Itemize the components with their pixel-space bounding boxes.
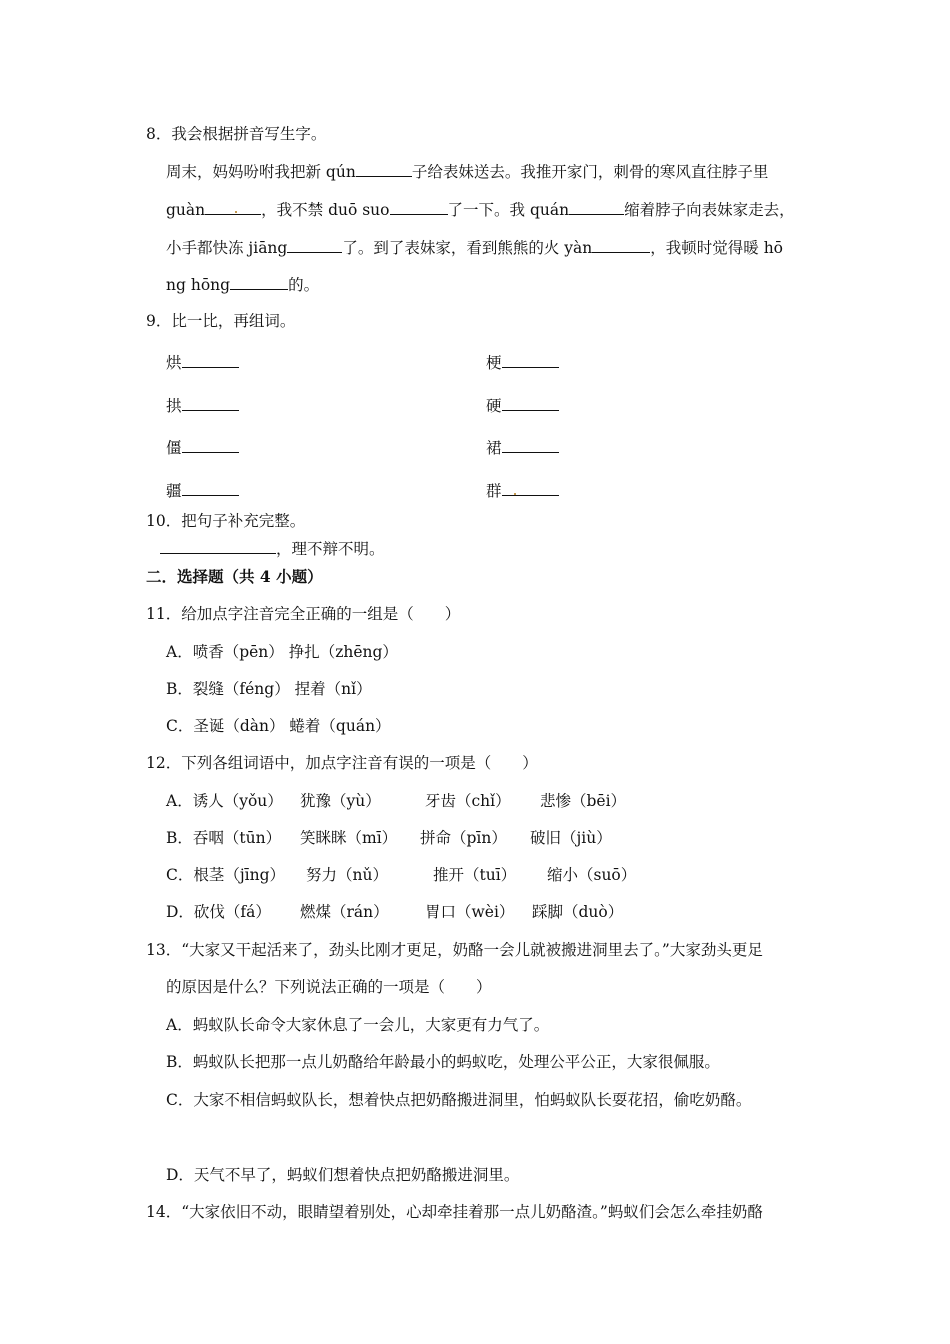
- q8-text: 的。: [288, 276, 320, 294]
- q9-blank[interactable]: [502, 352, 559, 368]
- q9-char: 硬: [486, 397, 502, 415]
- q8-text: 缩着脖子向表妹家走去，: [624, 201, 795, 219]
- q9-title: 9．比一比，再组词。: [146, 312, 296, 330]
- q8-title: 8．我会根据拼音写生字。: [146, 125, 327, 143]
- q12-c-word: 缩小（suō）: [547, 866, 637, 884]
- section2-title: 二．选择题（共 4 小题）: [146, 567, 323, 586]
- q12-a-word: 牙齿（chǐ）: [425, 792, 511, 810]
- q8-line3: [166, 237, 783, 258]
- q9-blank[interactable]: [502, 437, 559, 453]
- q12-d-word: 胃口（wèi）: [425, 903, 515, 921]
- q12-a-word: 悲惨（bēi）: [540, 792, 627, 810]
- q8-text: ，我不禁 duō suo: [261, 201, 390, 219]
- dot-mark: [235, 211, 237, 213]
- q12-b-word: 破旧（jiù）: [530, 829, 612, 847]
- q13-option-d[interactable]: D．天气不早了，蚂蚁们想着快点把奶酪搬进洞里。: [166, 1166, 520, 1184]
- q10-tail: ，理不辩不明。: [276, 540, 385, 558]
- q12-c-word: C．根茎（jīng）: [166, 866, 286, 884]
- q8-line2: [166, 199, 795, 220]
- q8-blank-quan[interactable]: [569, 199, 624, 215]
- dot-mark: [514, 493, 516, 495]
- q9-char: 梗: [486, 354, 502, 372]
- q14-stem-line1: 14．“大家依旧不动，眼睛望着别处，心却牵挂着那一点儿奶酪渣。”蚂蚁们会怎么牵挂奶酪: [146, 1203, 763, 1221]
- q8-blank-honghong[interactable]: [230, 274, 288, 290]
- q9-item: [486, 395, 559, 416]
- q11-stem: 11．给加点字注音完全正确的一组是（ ）: [146, 605, 461, 623]
- q10-line: [160, 538, 385, 559]
- q8-blank-jiang[interactable]: [287, 237, 342, 253]
- q9-blank[interactable]: [182, 352, 239, 368]
- q8-text: guàn: [166, 201, 206, 219]
- q12-b-word: B．吞咽（tūn）: [166, 829, 282, 847]
- q12-a-word: 犹豫（yù）: [300, 792, 381, 810]
- q12-b-word: 拼命（pīn）: [420, 829, 507, 847]
- q13-option-c[interactable]: C．大家不相信蚂蚁队长，想着快点把奶酪搬进洞里，怕蚂蚁队长耍花招，偷吃奶酪。: [166, 1091, 752, 1109]
- q9-blank[interactable]: [502, 480, 559, 496]
- q12-d-word: 燃煤（rán）: [300, 903, 389, 921]
- q12-c-word: 努力（nǔ）: [306, 866, 388, 884]
- q11-option-a[interactable]: A．喷香（pēn） 挣扎（zhēng）: [166, 643, 398, 661]
- q13-stem-line2: 的原因是什么？下列说法正确的一项是（ ）: [166, 978, 492, 996]
- q9-char: 裙: [486, 439, 502, 457]
- q9-item: [486, 480, 559, 501]
- q9-char: 疆: [166, 482, 182, 500]
- q9-blank[interactable]: [182, 437, 239, 453]
- q9-char: 烘: [166, 354, 182, 372]
- q12-stem: 12．下列各组词语中，加点字注音有误的一项是（ ）: [146, 754, 538, 772]
- q9-char: 群: [486, 482, 502, 500]
- q12-a-word: A．诱人（yǒu）: [166, 792, 283, 810]
- q9-item: [166, 437, 239, 458]
- q8-blank-guan[interactable]: [205, 199, 261, 215]
- q12-c-word: 推开（tuī）: [433, 866, 517, 884]
- q9-item: [166, 352, 239, 373]
- q8-text: 周末，妈妈吩咐我把新 qún: [166, 163, 356, 181]
- q8-text: 小手都快冻 jiāng: [166, 239, 288, 257]
- q8-blank-duosuo[interactable]: [390, 199, 448, 215]
- q9-blank[interactable]: [502, 395, 559, 411]
- q8-line1: [166, 161, 768, 182]
- q8-blank-qun[interactable]: [356, 161, 412, 177]
- q8-text: 子给表妹送去。我推开家门，刺骨的寒风直往脖子里: [411, 163, 769, 181]
- q12-d-word: 踩脚（duò）: [532, 903, 624, 921]
- q8-text: 了。到了表妹家，看到熊熊的火 yàn: [342, 239, 593, 257]
- q13-stem-line1: 13．“大家又干起活来了，劲头比刚才更足，奶酪一会儿就被搬进洞里去了。”大家劲头更足: [146, 941, 763, 959]
- q9-char: 拱: [166, 397, 182, 415]
- q10-title: 10．把句子补充完整。: [146, 512, 306, 530]
- q8-text: ng hōng: [166, 276, 231, 294]
- q9-item: [486, 437, 559, 458]
- q10-blank[interactable]: [160, 538, 276, 554]
- q8-text: ，我顿时觉得暖 hō: [650, 239, 784, 257]
- q9-item: [166, 480, 239, 501]
- q13-option-a[interactable]: A．蚂蚁队长命令大家休息了一会儿，大家更有力气了。: [166, 1016, 550, 1034]
- q11-option-b[interactable]: B．裂缝（féng） 捏着（nǐ）: [166, 680, 372, 698]
- q9-item: [166, 395, 239, 416]
- q11-option-c[interactable]: C．圣诞（dàn） 蜷着（quán）: [166, 717, 391, 735]
- q9-blank[interactable]: [182, 480, 239, 496]
- q9-blank[interactable]: [182, 395, 239, 411]
- q12-b-word: 笑眯眯（mī）: [300, 829, 398, 847]
- q8-line4: [166, 274, 319, 295]
- q13-option-b[interactable]: B．蚂蚁队长把那一点儿奶酪给年龄最小的蚂蚁吃，处理公平公正，大家很佩服。: [166, 1053, 720, 1071]
- q9-char: 僵: [166, 439, 182, 457]
- q8-blank-yan[interactable]: [592, 237, 650, 253]
- q12-d-word: D．砍伐（fá）: [166, 903, 271, 921]
- q9-item: [486, 352, 559, 373]
- q8-text: 了一下。我 quán: [447, 201, 570, 219]
